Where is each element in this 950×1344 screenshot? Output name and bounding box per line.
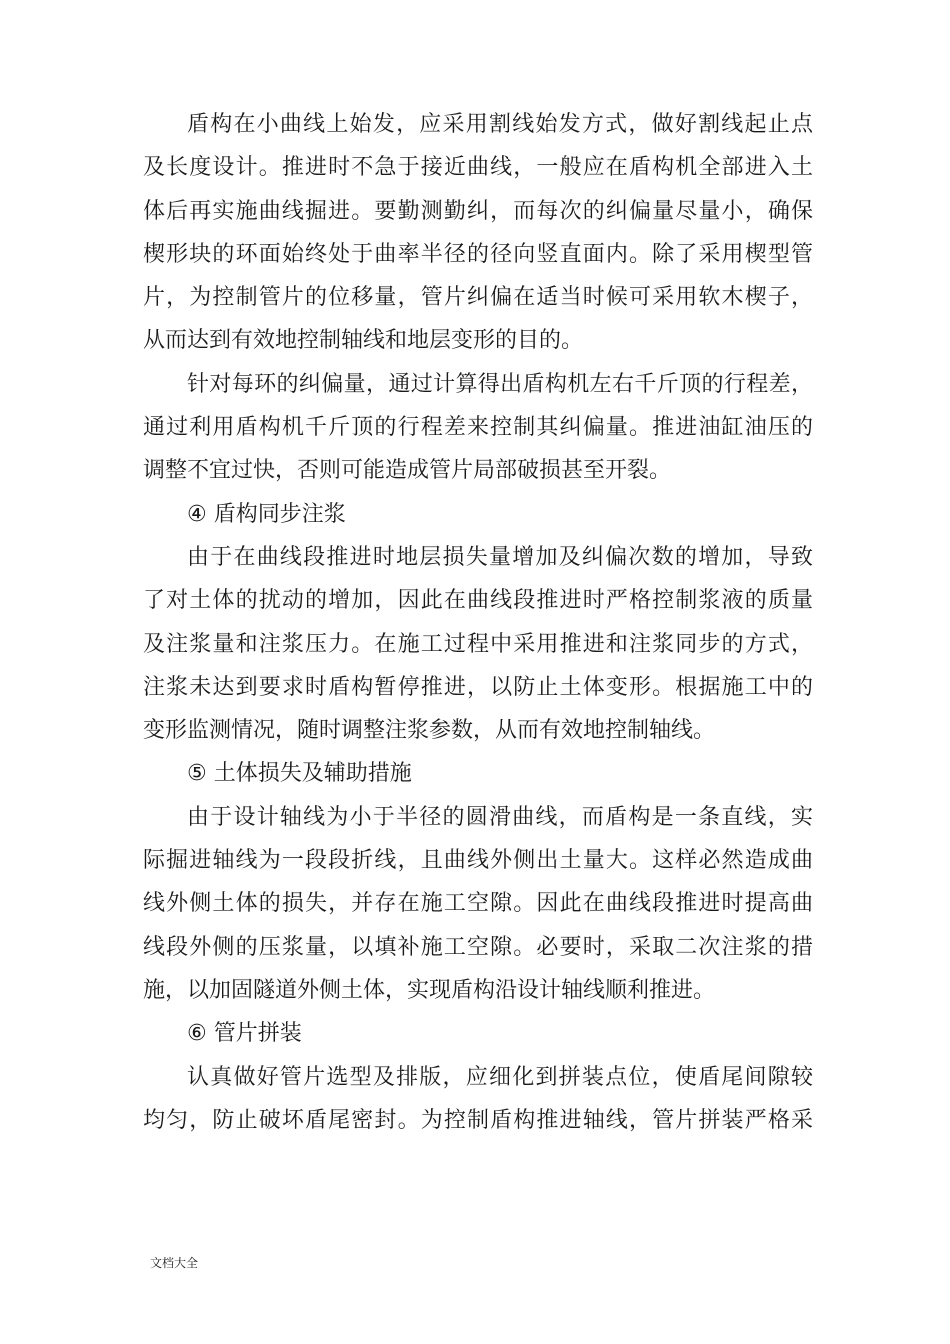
text-line: 线段外侧的压浆量，以填补施工空隙。必要时，采取二次注浆的措 xyxy=(143,934,813,960)
footer-label: 文档大全 xyxy=(150,1256,199,1270)
text-line: 认真做好管片选型及排版，应细化到拼装点位，使盾尾间隙较 xyxy=(187,1064,813,1090)
text-line: 通过利用盾构机千斤顶的行程差来控制其纠偏量。推进油缸油压的 xyxy=(143,415,813,441)
text-line: 盾构在小曲线上始发，应采用割线始发方式，做好割线起止点 xyxy=(187,112,813,137)
text-line: 片，为控制管片的位移量，管片纠偏在适当时候可采用软木楔子， xyxy=(143,285,813,311)
text-line: 了对土体的扰动的增加，因此在曲线段推进时严格控制浆液的质量 xyxy=(143,588,813,614)
text-line: 变形监测情况，随时调整注浆参数，从而有效地控制轴线。 xyxy=(143,718,716,744)
text-line: 针对每环的纠偏量，通过计算得出盾构机左右千斤顶的行程差， xyxy=(187,371,813,397)
paragraph xyxy=(143,796,813,1012)
section-heading xyxy=(143,752,813,795)
section-heading xyxy=(143,493,813,536)
text-line: 体后再实施曲线掘进。要勤测勤纠，而每次的纠偏量尽量小，确保 xyxy=(143,198,813,224)
text-line: 由于设计轴线为小于半径的圆滑曲线，而盾构是一条直线，实 xyxy=(187,804,813,830)
text-line: 注浆未达到要求时盾构暂停推进，以防止土体变形。根据施工中的 xyxy=(143,674,813,700)
text-line: 及注浆量和注浆压力。在施工过程中采用推进和注浆同步的方式， xyxy=(143,631,813,657)
paragraph xyxy=(143,103,813,363)
heading-text: ⑥ 管片拼装 xyxy=(187,1021,302,1047)
heading-text: ⑤ 土体损失及辅助措施 xyxy=(187,761,412,787)
text-line: 及长度设计。推进时不急于接近曲线，一般应在盾构机全部进入土 xyxy=(143,155,813,181)
text-line: 线外侧土体的损失，并存在施工空隙。因此在曲线段推进时提高曲 xyxy=(143,891,813,917)
text-line: 楔形块的环面始终处于曲率半径的径向竖直面内。除了采用楔型管 xyxy=(143,241,813,267)
text-line: 均匀，防止破坏盾尾密封。为控制盾构推进轴线，管片拼装严格采 xyxy=(143,1107,813,1133)
paragraph xyxy=(143,363,813,493)
heading-text: ④ 盾构同步注浆 xyxy=(187,501,346,527)
text-line: 际掘进轴线为一段段折线，且曲线外侧出土量大。这样必然造成曲 xyxy=(143,848,813,874)
text-line: 施，以加固隧道外侧土体，实现盾构沿设计轴线顺利推进。 xyxy=(143,977,716,1003)
document-body xyxy=(143,103,813,1142)
section-heading xyxy=(143,1012,813,1055)
text-line: 从而达到有效地控制轴线和地层变形的目的。 xyxy=(143,328,584,354)
paragraph xyxy=(143,1056,813,1143)
text-line: 由于在曲线段推进时地层损失量增加及纠偏次数的增加，导致 xyxy=(187,544,813,570)
paragraph xyxy=(143,536,813,752)
text-line: 调整不宜过快，否则可能造成管片局部破损甚至开裂。 xyxy=(143,458,672,484)
